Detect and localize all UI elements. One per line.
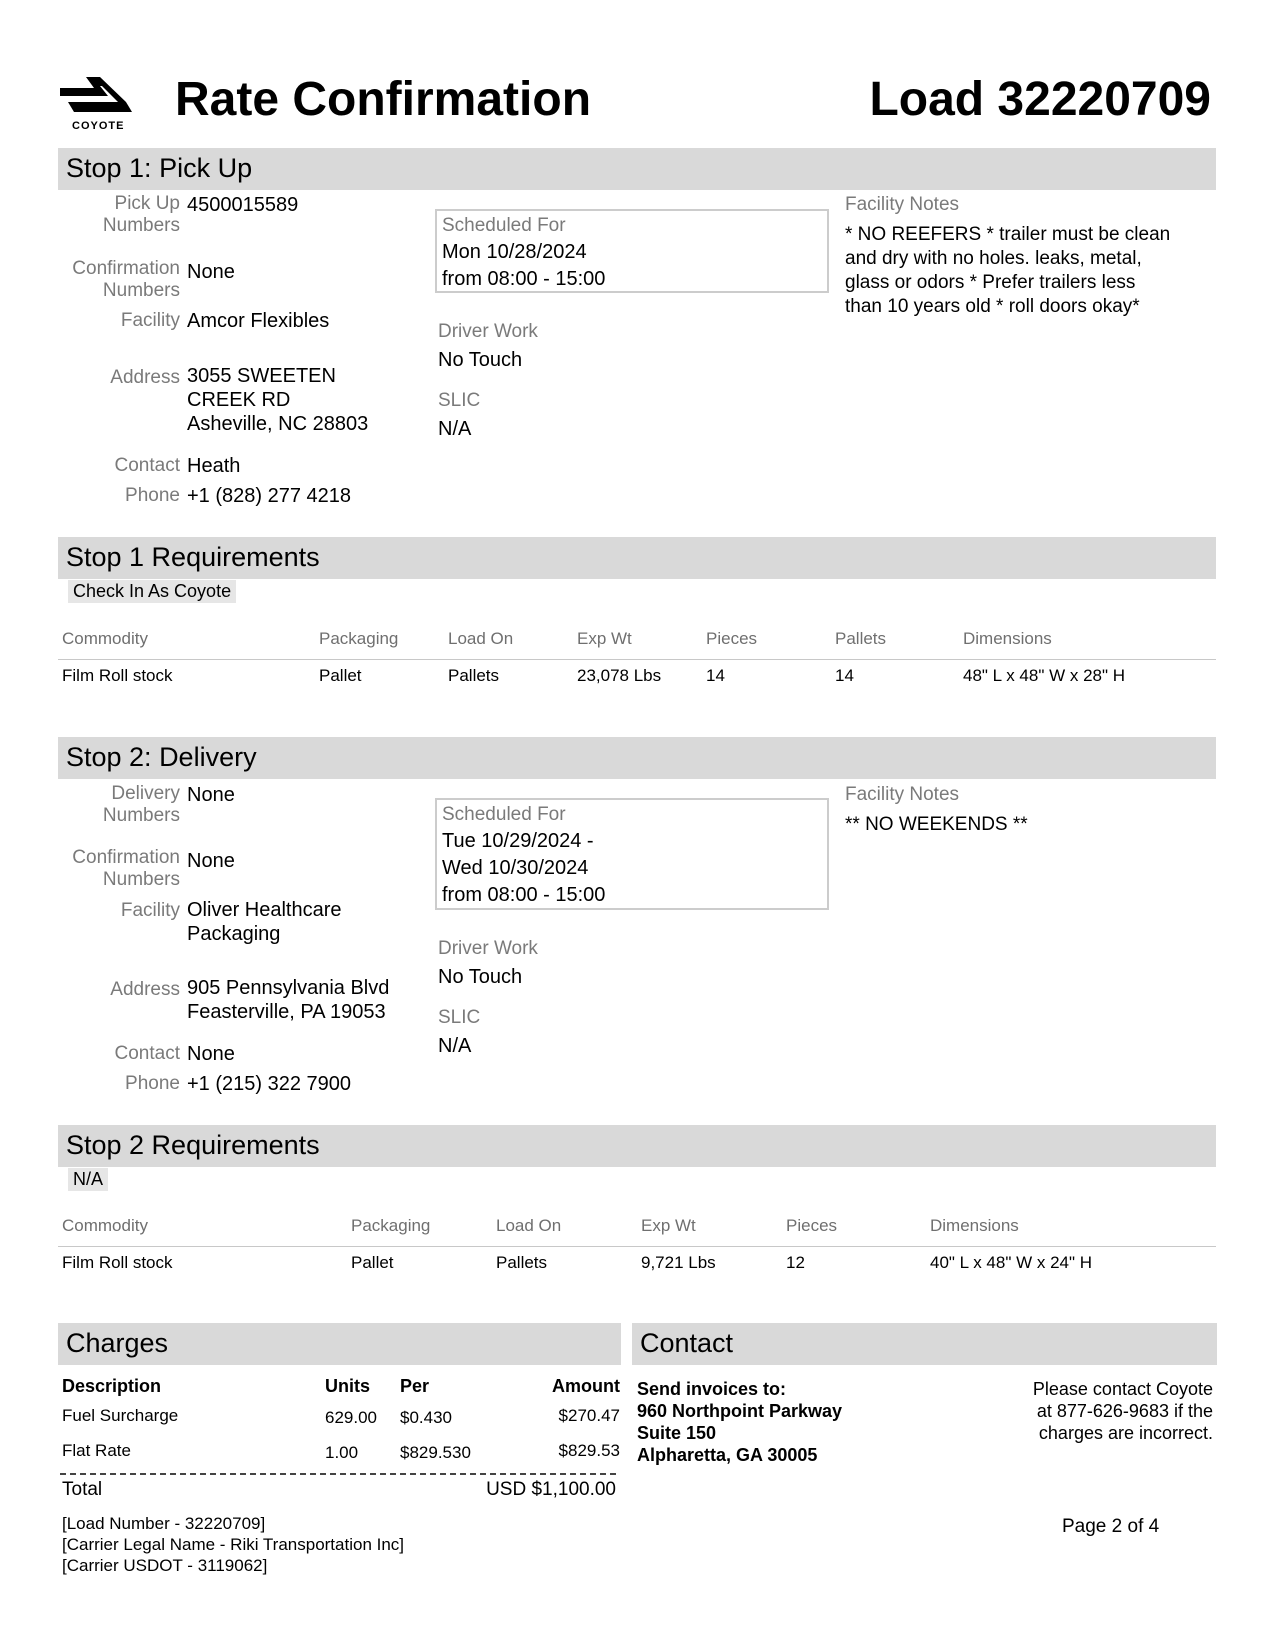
stop2-scheduled-line2: Wed 10/30/2024 bbox=[442, 857, 589, 879]
stop2-driver-work: No Touch bbox=[438, 966, 523, 988]
stop2-col-dimensions: Dimensions bbox=[930, 1216, 1019, 1235]
stop1-requirements-header bbox=[58, 537, 1216, 579]
stop1-cell-packaging: Pallet bbox=[319, 666, 362, 685]
charge-per: $0.430 bbox=[400, 1408, 452, 1427]
coyote-logo bbox=[56, 72, 136, 134]
stop2-col-exp-wt: Exp Wt bbox=[641, 1216, 696, 1235]
stop2-slic-label: SLIC bbox=[438, 1007, 481, 1028]
stop2-facility: Oliver Healthcare Packaging bbox=[187, 899, 342, 945]
stop2-facility-notes: ** NO WEEKENDS ** bbox=[845, 814, 1028, 835]
stop1-facility-label: Facility bbox=[120, 310, 180, 331]
stop1-col-packaging: Packaging bbox=[319, 629, 399, 648]
stop1-phone-label: Phone bbox=[125, 485, 180, 506]
contact-section-title: Contact bbox=[640, 1328, 734, 1358]
charge-units: 629.00 bbox=[325, 1408, 377, 1427]
stop2-cell-dimensions: 40" L x 48" W x 24" H bbox=[930, 1253, 1093, 1272]
charges-col-amount: Amount bbox=[552, 1376, 620, 1396]
stop2-col-pieces: Pieces bbox=[786, 1216, 838, 1235]
stop2-section-title: Stop 2: Delivery bbox=[66, 742, 257, 772]
charge-per: $829.530 bbox=[400, 1443, 471, 1462]
stop2-contact-label: Contact bbox=[114, 1043, 180, 1064]
stop1-facility-notes-label: Facility Notes bbox=[845, 194, 960, 215]
stop1-scheduled-line1: Mon 10/28/2024 bbox=[442, 241, 587, 263]
stop2-scheduled-line1: Tue 10/29/2024 - bbox=[442, 830, 594, 852]
stop2-cell-pieces: 12 bbox=[786, 1253, 805, 1272]
stop1-col-commodity: Commodity bbox=[62, 629, 148, 648]
coyote-logo-mark-icon bbox=[56, 72, 134, 118]
contact-note: Please contact Coyote at 877-626-9683 if the charges are incorrect. bbox=[1032, 1379, 1213, 1443]
stop1-scheduled-label: Scheduled For bbox=[442, 215, 566, 236]
stop2-address: 905 Pennsylvania Blvd Feasterville, PA 19053 bbox=[187, 977, 390, 1023]
stop1-driver-work-label: Driver Work bbox=[438, 321, 538, 342]
stop2-address-label: Address bbox=[110, 979, 180, 1000]
charges-total-label: Total bbox=[62, 1479, 103, 1500]
stop2-col-load-on: Load On bbox=[496, 1216, 562, 1235]
stop2-confirmation: None bbox=[187, 850, 235, 872]
stop1-confirmation-label: Confirmation Numbers bbox=[72, 258, 180, 301]
stop2-confirmation-label: Confirmation Numbers bbox=[72, 847, 180, 890]
stop1-contact: Heath bbox=[187, 455, 241, 477]
stop2-driver-work-label: Driver Work bbox=[438, 938, 538, 959]
footer-carrier-usdot: [Carrier USDOT - 3119062] bbox=[62, 1556, 268, 1575]
charge-amount: $829.53 bbox=[558, 1441, 620, 1460]
stop2-slic: N/A bbox=[438, 1035, 472, 1057]
stop1-col-pallets: Pallets bbox=[835, 629, 887, 648]
stop2-phone: +1 (215) 322 7900 bbox=[187, 1073, 352, 1095]
stop1-slic-label: SLIC bbox=[438, 390, 481, 411]
stop1-pickup-numbers-label: Pick Up Numbers bbox=[102, 193, 180, 236]
stop2-col-packaging: Packaging bbox=[351, 1216, 431, 1235]
stop1-requirements-title: Stop 1 Requirements bbox=[66, 542, 320, 572]
charge-description: Flat Rate bbox=[62, 1441, 131, 1460]
charges-total-value: USD $1,100.00 bbox=[486, 1479, 616, 1500]
stop1-col-exp-wt: Exp Wt bbox=[577, 629, 632, 648]
stop2-requirements-title: Stop 2 Requirements bbox=[66, 1130, 320, 1160]
page-number: Page 2 of 4 bbox=[1062, 1516, 1160, 1537]
stop2-delivery-numbers-label: Delivery Numbers bbox=[102, 783, 180, 826]
charge-units: 1.00 bbox=[325, 1443, 359, 1462]
stop1-cell-load-on: Pallets bbox=[448, 666, 500, 685]
invoice-address: Send invoices to: 960 Northpoint Parkway Suite 150 Alpharetta, GA 30005 bbox=[637, 1379, 843, 1465]
stop2-phone-label: Phone bbox=[125, 1073, 180, 1094]
stop1-address: 3055 SWEETEN CREEK RD Asheville, NC 28803 bbox=[187, 365, 369, 435]
page-title: Rate Confirmation bbox=[175, 73, 592, 126]
stop1-address-label: Address bbox=[110, 367, 180, 388]
stop2-schedule-box bbox=[435, 798, 829, 910]
stop1-contact-label: Contact bbox=[114, 455, 180, 476]
stop1-phone: +1 (828) 277 4218 bbox=[187, 485, 352, 507]
stop2-facility-label: Facility bbox=[120, 900, 180, 921]
stop1-cell-dimensions: 48" L x 48" W x 28" H bbox=[963, 666, 1126, 685]
charges-section-header bbox=[58, 1323, 621, 1365]
stop2-requirement-tag: N/A bbox=[68, 1168, 108, 1191]
stop1-section-header bbox=[58, 148, 1216, 190]
stop2-requirements-header bbox=[58, 1125, 1216, 1167]
stop2-scheduled-line3: from 08:00 - 15:00 bbox=[442, 884, 606, 906]
charges-col-description: Description bbox=[62, 1376, 162, 1396]
stop1-section-title: Stop 1: Pick Up bbox=[66, 153, 253, 183]
charges-col-per: Per bbox=[400, 1376, 430, 1396]
charge-amount: $270.47 bbox=[558, 1406, 620, 1425]
stop2-cell-load-on: Pallets bbox=[496, 1253, 548, 1272]
stop1-cell-exp-wt: 23,078 Lbs bbox=[577, 666, 662, 685]
stop1-scheduled-line2: from 08:00 - 15:00 bbox=[442, 268, 606, 290]
stop1-confirmation: None bbox=[187, 261, 235, 283]
charges-total-divider bbox=[60, 1473, 616, 1475]
stop2-facility-notes-label: Facility Notes bbox=[845, 784, 960, 805]
stop1-schedule-box bbox=[435, 209, 829, 293]
logo-text: COYOTE bbox=[72, 120, 125, 132]
footer-load-number: [Load Number - 32220709] bbox=[62, 1514, 266, 1533]
stop2-cell-commodity: Film Roll stock bbox=[62, 1253, 173, 1272]
charge-description: Fuel Surcharge bbox=[62, 1406, 179, 1425]
contact-section-header bbox=[632, 1323, 1217, 1365]
stop1-col-load-on: Load On bbox=[448, 629, 514, 648]
stop2-cell-exp-wt: 9,721 Lbs bbox=[641, 1253, 716, 1272]
stop1-facility-notes: * NO REEFERS * trailer must be clean and dry with no holes. leaks, metal, glass or odors * Prefer trailers less than 10 years old * roll doors okay* bbox=[845, 224, 1171, 317]
stop2-col-commodity: Commodity bbox=[62, 1216, 148, 1235]
load-number-title: Load 32220709 bbox=[869, 73, 1211, 126]
stop1-table-divider bbox=[58, 659, 1216, 660]
stop1-driver-work: No Touch bbox=[438, 349, 523, 371]
charges-col-units: Units bbox=[325, 1376, 370, 1396]
stop1-cell-pallets: 14 bbox=[835, 666, 854, 685]
stop2-scheduled-label: Scheduled For bbox=[442, 804, 566, 825]
stop2-cell-packaging: Pallet bbox=[351, 1253, 394, 1272]
stop2-contact: None bbox=[187, 1043, 235, 1065]
stop1-requirement-tag: Check In As Coyote bbox=[68, 580, 236, 603]
stop2-delivery-numbers: None bbox=[187, 784, 235, 806]
footer-carrier-name: [Carrier Legal Name - Riki Transportation Inc] bbox=[62, 1535, 405, 1554]
stop1-col-dimensions: Dimensions bbox=[963, 629, 1052, 648]
stop1-facility: Amcor Flexibles bbox=[187, 310, 330, 332]
stop2-section-header bbox=[58, 737, 1216, 779]
stop1-cell-pieces: 14 bbox=[706, 666, 725, 685]
stop1-slic: N/A bbox=[438, 418, 472, 440]
charges-section-title: Charges bbox=[66, 1328, 169, 1358]
stop1-pickup-numbers: 4500015589 bbox=[187, 194, 299, 216]
stop1-col-pieces: Pieces bbox=[706, 629, 758, 648]
footer-carrier-info bbox=[62, 1513, 404, 1576]
stop2-table-divider bbox=[58, 1246, 1216, 1247]
stop1-cell-commodity: Film Roll stock bbox=[62, 666, 173, 685]
